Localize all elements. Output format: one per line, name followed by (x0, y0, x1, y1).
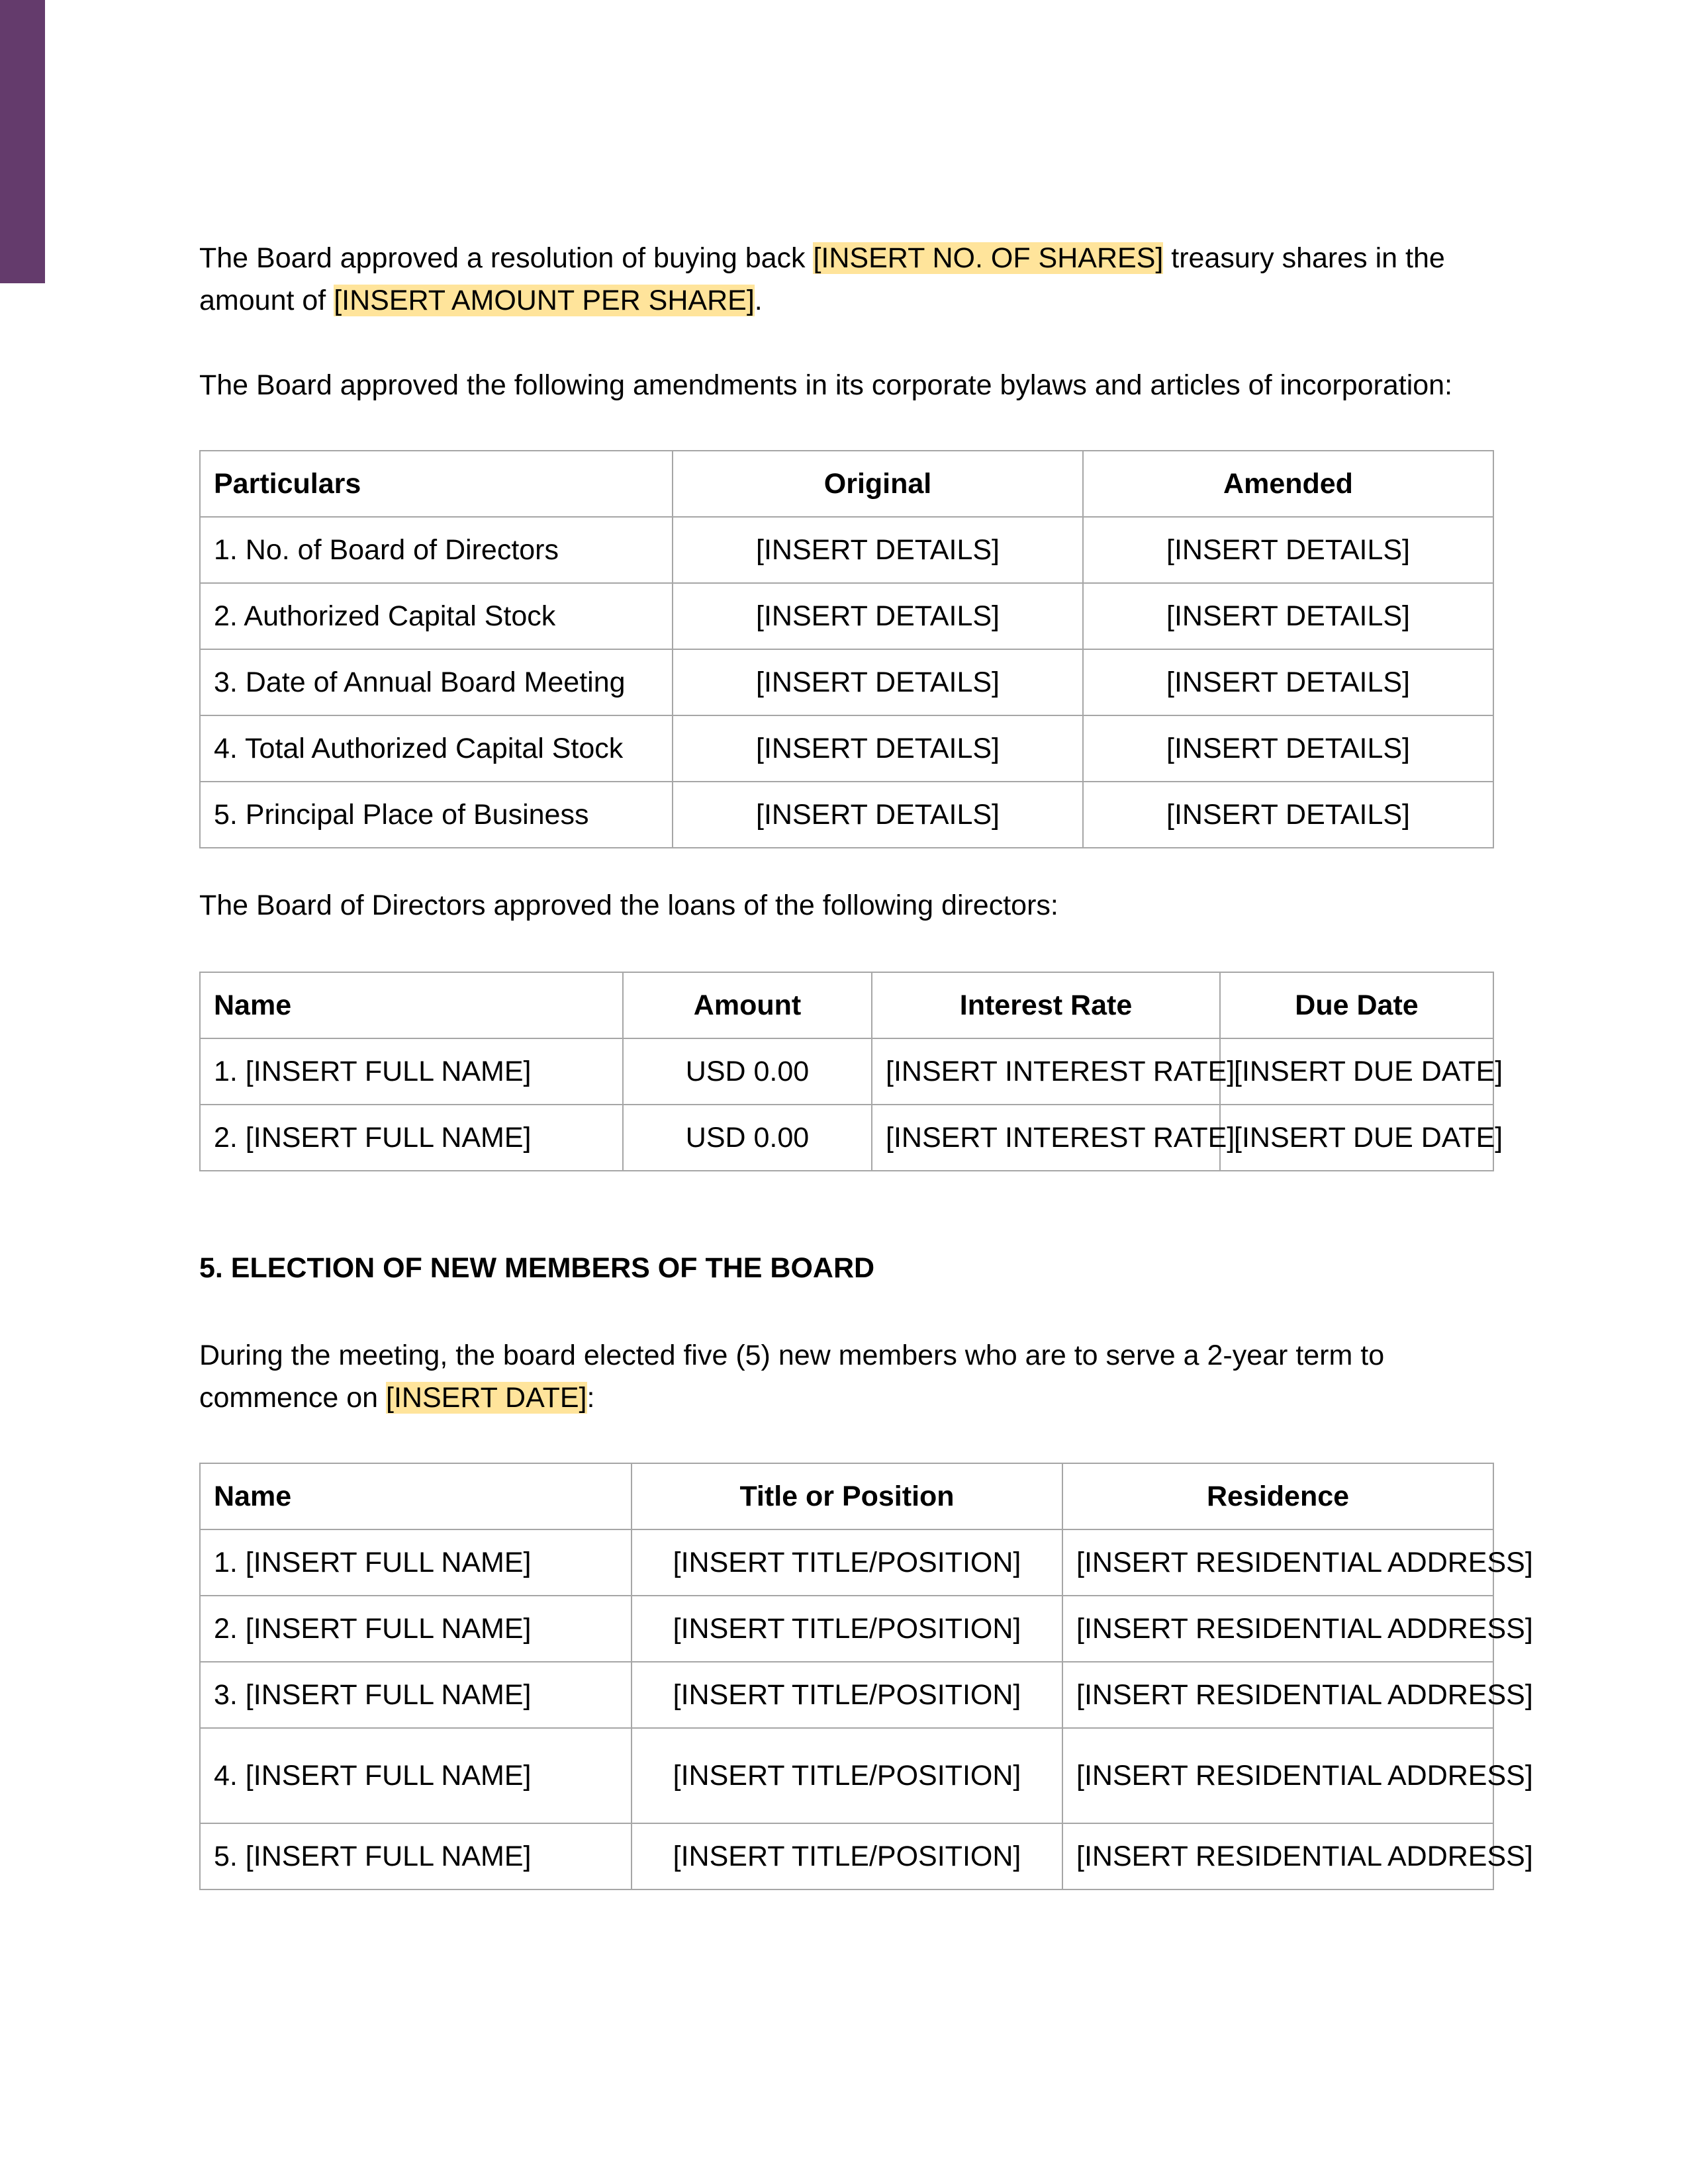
section-heading: 5. ELECTION OF NEW MEMBERS OF THE BOARD (199, 1252, 875, 1284)
table-cell: [INSERT TITLE/POSITION] (632, 1728, 1062, 1823)
table-cell: [INSERT RESIDENTIAL ADDRESS] (1062, 1662, 1493, 1728)
loans-paragraph: The Board of Directors approved the loans of the following directors: (199, 889, 1058, 921)
table-cell: [INSERT INTEREST RATE] (872, 1105, 1220, 1171)
table-cell: [INSERT DETAILS] (673, 517, 1083, 583)
table-cell: [INSERT DETAILS] (1083, 715, 1493, 782)
election-paragraph (199, 1334, 1493, 1419)
table-cell: 5. [INSERT FULL NAME] (200, 1823, 632, 1889)
column-header: Interest Rate (872, 972, 1220, 1038)
buyback-text-prefix: The Board approved a resolution of buying back (199, 242, 814, 274)
column-header: Title or Position (632, 1463, 1062, 1529)
table-row (200, 583, 1493, 649)
members-table (199, 1463, 1533, 1890)
table-row (200, 1105, 1493, 1171)
table-cell: 3. [INSERT FULL NAME] (200, 1662, 632, 1728)
table-header-row (200, 972, 1493, 1038)
table-cell: [INSERT DETAILS] (673, 583, 1083, 649)
table-cell: 5. Principal Place of Business (200, 782, 673, 848)
table-row (200, 517, 1493, 583)
table-row (200, 1038, 1493, 1105)
table-cell: [INSERT DETAILS] (1083, 782, 1493, 848)
column-header: Amended (1083, 451, 1493, 517)
table-row (200, 1529, 1493, 1596)
table-cell: [INSERT TITLE/POSITION] (632, 1596, 1062, 1662)
table-cell: 2. [INSERT FULL NAME] (200, 1596, 632, 1662)
table-cell: [INSERT DUE DATE] (1220, 1105, 1493, 1171)
table-cell: [INSERT RESIDENTIAL ADDRESS] (1062, 1596, 1493, 1662)
table-cell: [INSERT RESIDENTIAL ADDRESS] (1062, 1823, 1493, 1889)
column-header: Name (200, 1463, 632, 1529)
table-row (200, 649, 1493, 715)
table-cell: [INSERT DETAILS] (673, 649, 1083, 715)
table-cell: [INSERT DETAILS] (1083, 649, 1493, 715)
table-cell: [INSERT DUE DATE] (1220, 1038, 1493, 1105)
election-text-prefix: During the meeting, the board elected five (5) new members who are to serve a 2-year term to commence on (199, 1340, 1385, 1414)
table-cell: [INSERT INTEREST RATE] (872, 1038, 1220, 1105)
column-header: Amount (623, 972, 872, 1038)
table-cell: [INSERT DETAILS] (1083, 583, 1493, 649)
table-cell: 2. Authorized Capital Stock (200, 583, 673, 649)
table-cell: [INSERT DETAILS] (1083, 517, 1493, 583)
table-cell: [INSERT DETAILS] (673, 782, 1083, 848)
buyback-paragraph (199, 237, 1493, 322)
table-cell: 1. No. of Board of Directors (200, 517, 673, 583)
table-cell: 1. [INSERT FULL NAME] (200, 1529, 632, 1596)
table-row (200, 782, 1493, 848)
table-cell: 2. [INSERT FULL NAME] (200, 1105, 623, 1171)
table-cell: [INSERT TITLE/POSITION] (632, 1529, 1062, 1596)
table-row (200, 1596, 1493, 1662)
table-cell: 3. Date of Annual Board Meeting (200, 649, 673, 715)
table-row (200, 1728, 1493, 1823)
buyback-text-suffix: . (754, 285, 763, 316)
table-cell: USD 0.00 (623, 1038, 872, 1105)
table-cell: USD 0.00 (623, 1105, 872, 1171)
insert-amount-placeholder[interactable]: [INSERT AMOUNT PER SHARE] (334, 285, 755, 316)
column-header: Original (673, 451, 1083, 517)
column-header: Residence (1062, 1463, 1493, 1529)
table-cell: 4. [INSERT FULL NAME] (200, 1728, 632, 1823)
column-header: Particulars (200, 451, 673, 517)
table-row (200, 1823, 1493, 1889)
amendments-table (199, 450, 1494, 848)
insert-date-placeholder[interactable]: [INSERT DATE] (386, 1382, 587, 1414)
accent-bar (0, 0, 45, 283)
table-cell: [INSERT TITLE/POSITION] (632, 1662, 1062, 1728)
table-cell: [INSERT RESIDENTIAL ADDRESS] (1062, 1728, 1493, 1823)
table-cell: 1. [INSERT FULL NAME] (200, 1038, 623, 1105)
table-header-row (200, 451, 1493, 517)
column-header: Due Date (1220, 972, 1493, 1038)
table-cell: 4. Total Authorized Capital Stock (200, 715, 673, 782)
table-cell: [INSERT TITLE/POSITION] (632, 1823, 1062, 1889)
election-text-suffix: : (586, 1382, 595, 1414)
document-body (199, 237, 1533, 1890)
amendments-paragraph: The Board approved the following amendments in its corporate bylaws and articles of incorporation: (199, 369, 1453, 401)
buyback-text-middle: treasury shares in the amount of (199, 242, 1445, 316)
loans-table (199, 972, 1503, 1171)
table-header-row (200, 1463, 1493, 1529)
table-cell: [INSERT RESIDENTIAL ADDRESS] (1062, 1529, 1493, 1596)
table-cell: [INSERT DETAILS] (673, 715, 1083, 782)
column-header: Name (200, 972, 623, 1038)
insert-shares-placeholder[interactable]: [INSERT NO. OF SHARES] (813, 242, 1164, 274)
table-row (200, 715, 1493, 782)
table-row (200, 1662, 1493, 1728)
